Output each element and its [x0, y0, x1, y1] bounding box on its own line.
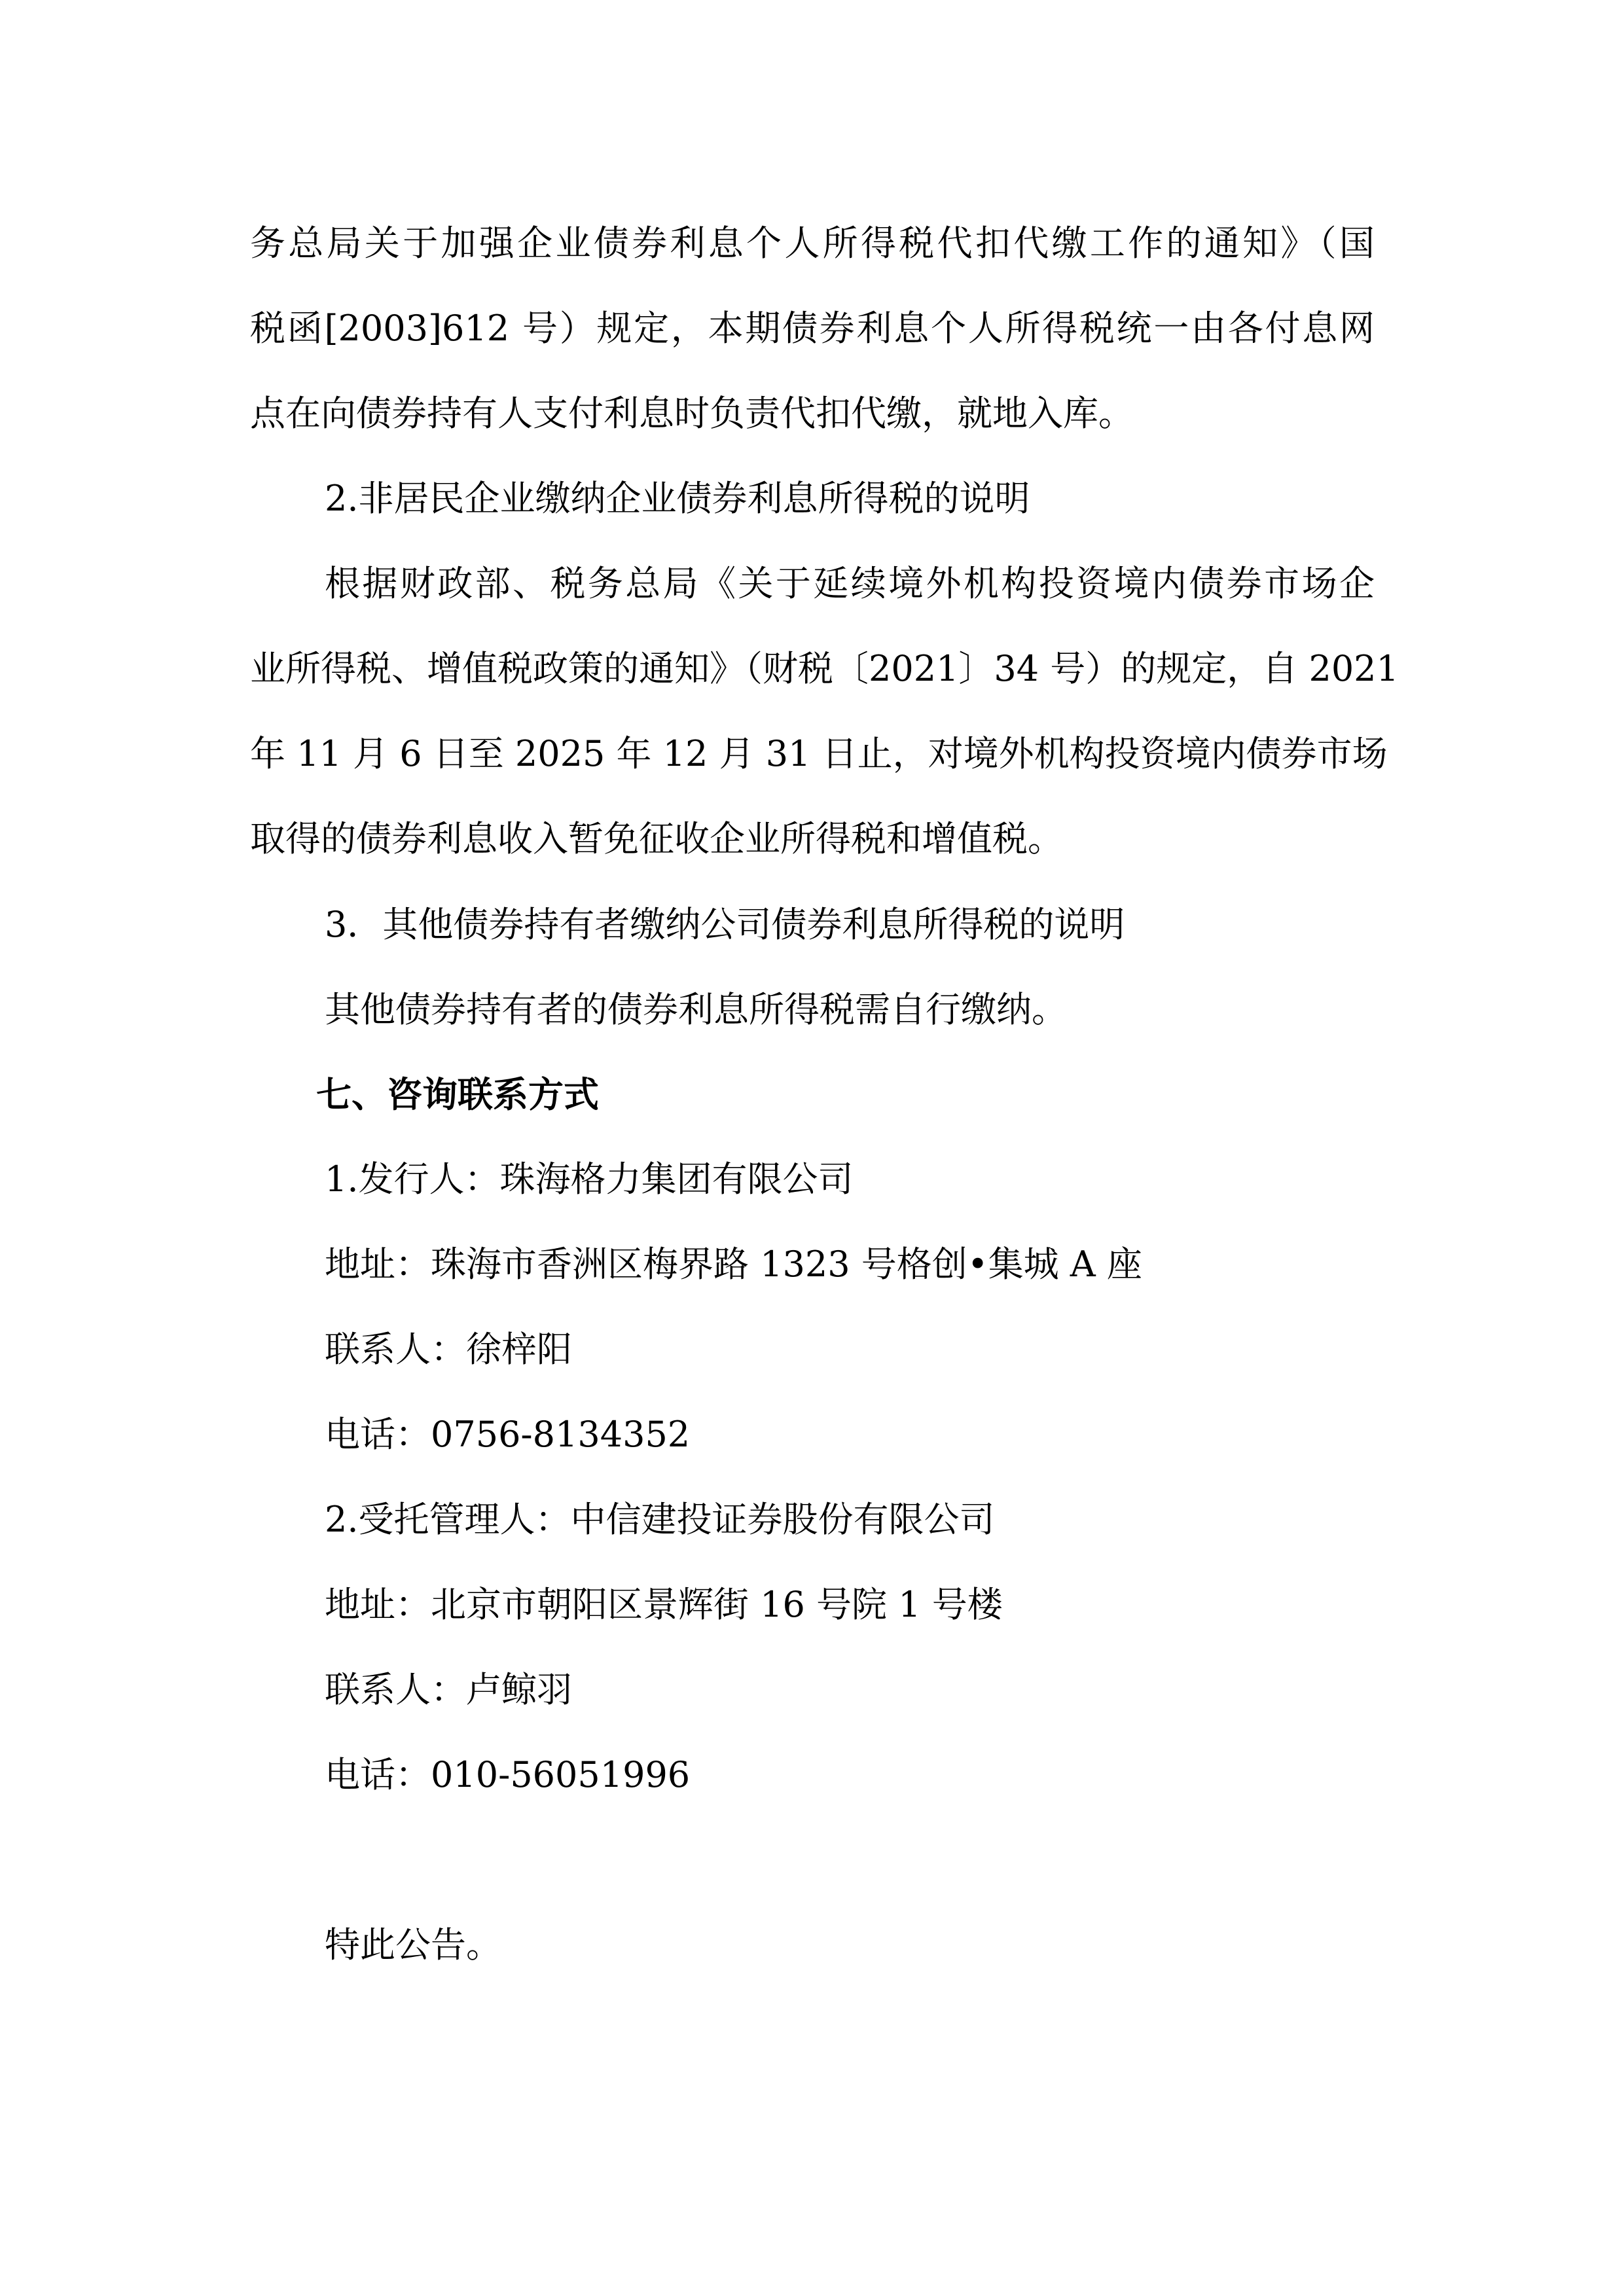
contact-trustee-person: 联系人：卢鲸羽 — [325, 1669, 572, 1710]
body-text-line: 税函[2003]612 号）规定，本期债券利息个人所得税统一由各付息网 — [250, 308, 1375, 349]
body-text-line: 取得的债券利息收入暂免征收企业所得税和增值税。 — [250, 818, 1063, 859]
body-text-line: 务总局关于加强企业债券利息个人所得税代扣代缴工作的通知》（国 — [250, 223, 1375, 264]
body-text-line: 业所得税、增值税政策的通知》（财税〔2021〕34 号）的规定，自 2021 — [250, 648, 1399, 689]
contact-trustee-phone: 电话：010-56051996 — [325, 1754, 691, 1795]
subsection-heading-other-holders: 3．其他债券持有者缴纳公司债券利息所得税的说明 — [325, 904, 1125, 945]
contact-issuer-person: 联系人：徐梓阳 — [325, 1329, 572, 1370]
contact-issuer-address: 地址：珠海市香洲区梅界路 1323 号格创•集城 A 座 — [325, 1244, 1142, 1285]
contact-trustee-address: 地址：北京市朝阳区景辉街 16 号院 1 号楼 — [325, 1584, 1003, 1625]
body-text-line: 年 11 月 6 日至 2025 年 12 月 31 日止，对境外机构投资境内债券市场 — [250, 733, 1388, 774]
section-heading-contacts: 七、咨询联系方式 — [316, 1074, 599, 1115]
body-text-line: 点在向债券持有人支付利息时负责代扣代缴，就地入库。 — [250, 393, 1134, 434]
body-text-line: 根据财政部、税务总局《关于延续境外机构投资境内债券市场企 — [325, 563, 1375, 604]
contact-trustee-title: 2.受托管理人：中信建投证券股份有限公司 — [325, 1499, 995, 1540]
closing-statement: 特此公告。 — [325, 1924, 501, 1965]
subsection-heading-nonresident: 2.非居民企业缴纳企业债券利息所得税的说明 — [325, 478, 1030, 519]
body-text-line: 其他债券持有者的债券利息所得税需自行缴纳。 — [325, 989, 1067, 1030]
contact-issuer-title: 1.发行人：珠海格力集团有限公司 — [325, 1158, 854, 1200]
contact-issuer-phone: 电话：0756-8134352 — [325, 1414, 691, 1455]
